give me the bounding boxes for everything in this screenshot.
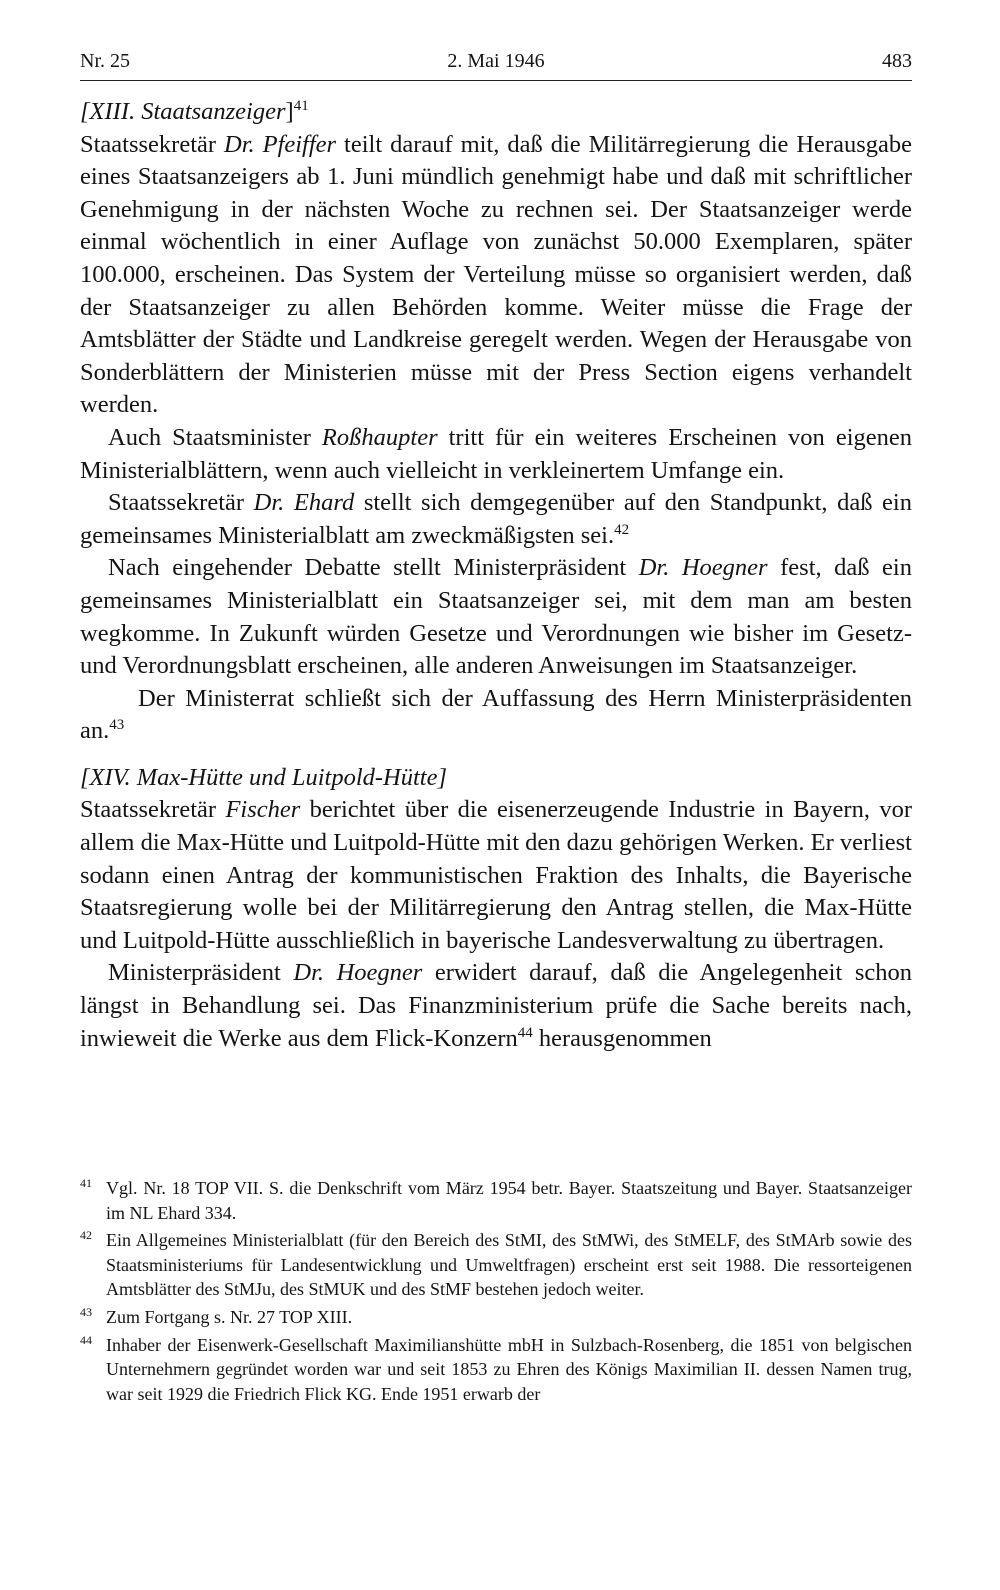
paragraph [80, 683, 912, 748]
page-number: 483 [882, 50, 912, 72]
paragraph-text: fest, daß ein gemeinsames Ministerialblatt ein Staatsanzeiger sei, mit dem man am besten wegkomme. In Zukunft würden Gesetze und Verordnungen wie bisher im Gesetz- und Verordnungsblatt erscheinen, alle anderen Anweisungen im Staatsanzeiger. [80, 554, 912, 680]
footnote-text: Ein Allgemeines Ministerialblatt (für den Bereich des StMI, des StMWi, des StMELF, des StMArb sowie des Staatsministeriums für Landesentwicklung und Umweltfragen) erscheint erst seit 1988. Die ressorteigenen Amtsblätter des StMJu, des StMUK und des StMF bestehen jedoch weiter. [106, 1230, 912, 1300]
section-heading-xiv [80, 762, 912, 795]
section-title: Staatsanzeiger [141, 98, 286, 125]
footnote-number: 44 [80, 1332, 92, 1347]
footnote-text: Zum Fortgang s. Nr. 27 TOP XIII. [106, 1306, 353, 1327]
paragraph-text: Staatssekretär [80, 796, 226, 824]
paragraph [80, 552, 912, 682]
footnote-ref-43: 43 [109, 717, 125, 734]
footnote-ref-44: 44 [517, 1024, 533, 1041]
section-heading-xiii [80, 96, 912, 129]
footnote-number: 41 [80, 1176, 92, 1190]
footnotes [80, 1176, 912, 1409]
section-roman: [XIII. [80, 98, 136, 125]
paragraph-text: teilt darauf mit, daß die Militärregierung die Herausgabe eines Staatsanzeigers ab 1. Juni mündlich genehmigt habe und daß mit schriftlicher Genehmigung in der nächsten Woche zu rechnen sei. Der Staatsanzeiger werde einmal wöchentlich in einer Auflage von zunächst 50.000 Exemplaren, später 100.000, erscheinen. Das System der Verteilung müsse so organisiert werden, daß der Staatsanzeiger zu allen Behörden komme. Weiter müsse die Frage der Amtsblätter der Städte und Landkreise geregelt werden. Wegen der Herausgabe von Sonderblättern der Ministerien müsse mit der Press Section eigens verhandelt werden. [80, 130, 912, 419]
footnote-number: 42 [80, 1228, 92, 1243]
issue-number: Nr. 25 [80, 50, 130, 72]
person-name: Roßhaupter [321, 423, 438, 451]
paragraph-text: herausgenommen [532, 1024, 712, 1052]
footnote-41 [80, 1176, 912, 1225]
page-body [80, 96, 912, 1055]
footnote-44 [80, 1333, 912, 1407]
person-name: Fischer [225, 796, 301, 824]
paragraph-text: Nach eingehender Debatte stellt Ministerpräsident [108, 554, 639, 582]
paragraph-text: Auch Staatsminister [108, 423, 322, 451]
person-name: Dr. Ehard [253, 489, 355, 517]
section-title: [XIV. Max-Hütte und Luitpold-Hütte] [80, 763, 448, 791]
paragraph-text: Staatssekretär [108, 489, 254, 517]
header-rule [80, 80, 912, 81]
footnote-ref-42: 42 [614, 521, 630, 538]
paragraph-text: Staatssekretär [80, 130, 225, 158]
paragraph-text: Der Ministerrat schließt sich der Auffassung des Herrn Ministerpräsidenten an. [80, 684, 912, 745]
paragraph [80, 422, 912, 487]
paragraph [80, 487, 912, 552]
person-name: Dr. Pfeiffer [224, 130, 337, 158]
paragraph-text: stellt sich demgegenüber auf den Standpunkt, daß ein gemeinsames Ministerialblatt am zweckmäßigsten sei. [80, 489, 912, 549]
paragraph-text: erwidert darauf, daß die Angelegenheit schon längst in Behandlung sei. Das Finanzministerium prüfe die Sache bereits nach, inwieweit die Werke aus dem Flick-Konzern [80, 959, 912, 1052]
paragraph-text: tritt für ein weiteres Erscheinen von eigenen Ministerialblättern, wenn auch vielleicht in verkleinertem Umfange ein. [80, 423, 912, 484]
footnote-43 [80, 1305, 912, 1330]
footnote-42 [80, 1228, 912, 1302]
section-bracket: ] [285, 98, 294, 125]
paragraph [80, 957, 912, 1055]
footnote-ref-41: 41 [293, 97, 309, 114]
person-name: Dr. Hoegner [293, 959, 423, 987]
paragraph-text: Ministerpräsident [108, 959, 294, 987]
footnote-number: 43 [80, 1304, 92, 1319]
running-header [80, 48, 912, 76]
person-name: Dr. Hoegner [638, 554, 768, 582]
paragraph [80, 129, 912, 422]
header-date: 2. Mai 1946 [447, 50, 545, 72]
footnote-text: Vgl. Nr. 18 TOP VII. S. die Denkschrift vom März 1954 betr. Bayer. Staatszeitung und Bayer. Staatsanzeiger im NL Ehard 334. [106, 1178, 912, 1223]
footnote-text: Inhaber der Eisenwerk-Gesellschaft Maximilianshütte mbH in Sulzbach-Rosenberg, die 1851 von belgischen Unternehmern gegründet worden war und seit 1853 zu Ehren des Königs Maximilian II. dessen Namen trug, war seit 1929 die Friedrich Flick KG. Ende 1951 erwarb der [106, 1334, 912, 1404]
paragraph-text: berichtet über die eisenerzeugende Industrie in Bayern, vor allem die Max-Hütte und Luitpold-Hütte mit den dazu gehörigen Werken. Er verliest sodann einen Antrag der kommunistischen Fraktion des Inhalts, die Bayerische Staatsregierung wolle bei der Militärregierung den Antrag stellen, die Max-Hütte und Luitpold-Hütte ausschließlich in bayerische Landesverwaltung zu übertragen. [80, 796, 912, 954]
paragraph [80, 794, 912, 957]
